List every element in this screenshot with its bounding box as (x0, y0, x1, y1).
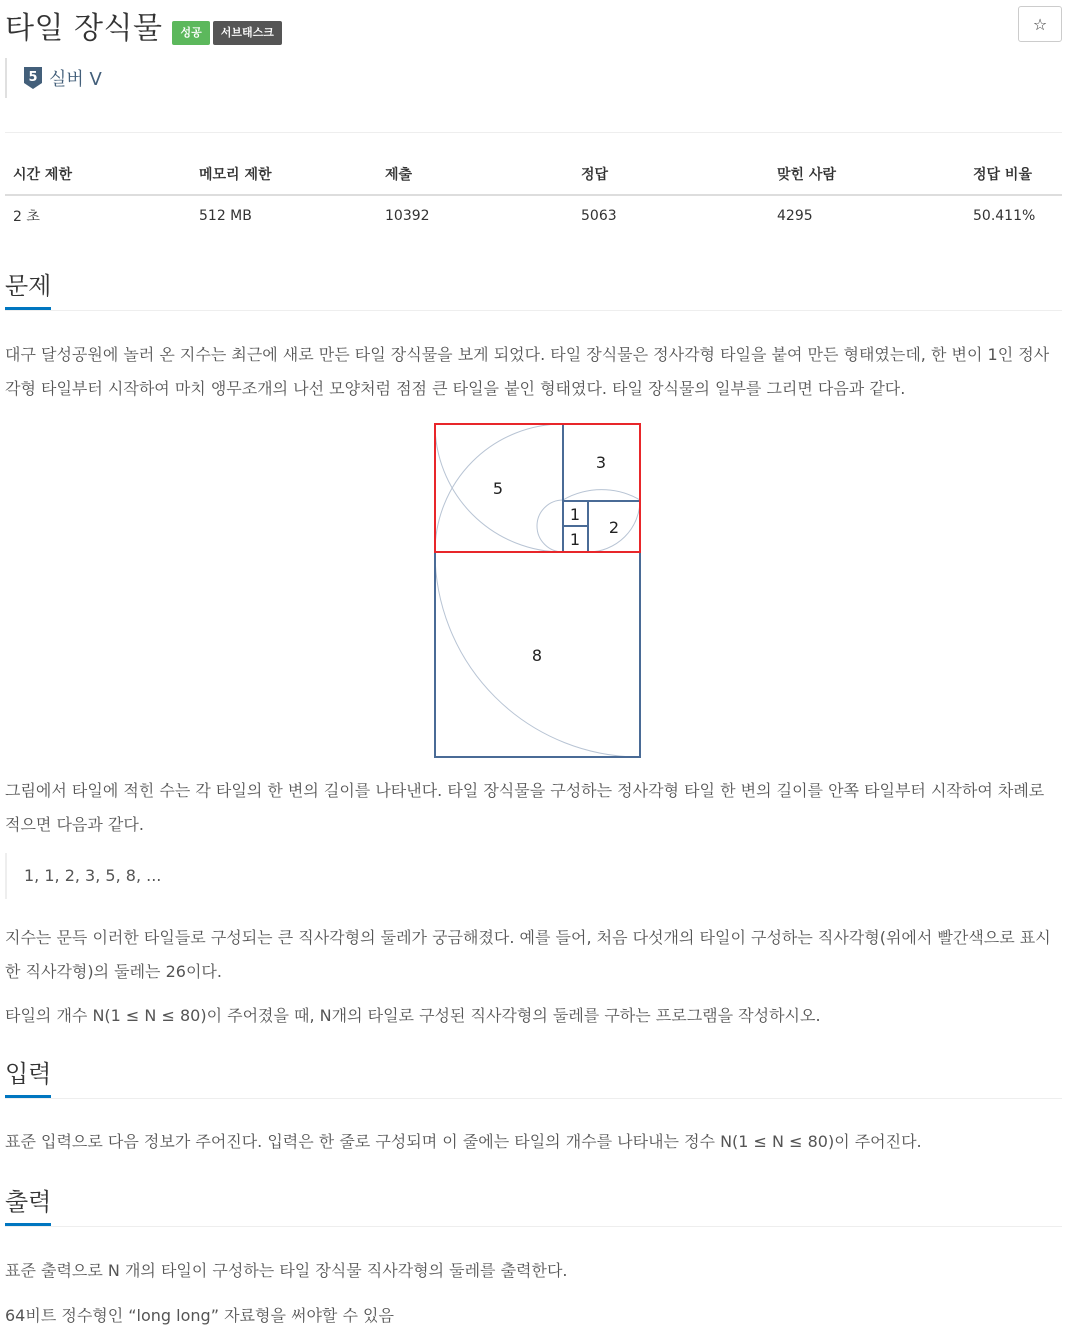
sequence-blockquote: 1, 1, 2, 3, 5, 8, ... (5, 853, 1045, 899)
stats-header-row (5, 154, 1062, 195)
stats-header-memory: 메모리 제한 (191, 154, 377, 195)
problem-paragraph-2: 그림에서 타일에 적힌 수는 각 타일의 한 변의 길이를 나타낸다. 타일 장식물을 구성하는 정사각형 타일 한 변의 길이를 안쪽 타일부터 시작하여 차례로 적으면 다음과 같다. (5, 781, 1045, 834)
output-paragraph-1: 표준 출력으로 N 개의 타일이 구성하는 타일 장식물 직사각형의 둘레를 출력한다. (5, 1261, 568, 1280)
spiral-arc-3 (563, 490, 640, 500)
star-icon: ☆ (1032, 14, 1048, 34)
success-badge: 성공 (172, 21, 209, 45)
tile-label-1-top: 1 (569, 505, 581, 524)
tier-level: 5 (28, 70, 38, 85)
stats-memory-value: 512 MB (199, 208, 252, 224)
problem-paragraph-4: 타일의 개수 N(1 ≤ N ≤ 80)이 주어졌을 때, N개의 타일로 구성된 직사각형의 둘레를 구하는 프로그램을 작성하시오. (5, 1006, 821, 1025)
tier-badge-icon (23, 66, 43, 90)
divider (5, 132, 1062, 133)
tile-label-2: 2 (608, 518, 620, 537)
favorite-button[interactable] (1018, 6, 1062, 42)
stats-header-accepted: 정답 (573, 154, 769, 195)
stats-ratio-value: 50.411% (973, 208, 1036, 224)
spiral-curve (435, 424, 640, 757)
tier-info (5, 58, 102, 98)
spiral-arc-2 (537, 500, 563, 552)
problem-paragraph-1: 대구 달성공원에 놀러 온 지수는 최근에 새로 만든 타일 장식물을 보게 되었다. 타일 장식물은 정사각형 타일을 붙여 만든 형태였는데, 한 변이 1인 정사각형 타일부터 시작하여 마치 앵무조개의 나선 모양처럼 점점 큰 타일을 붙인 형태였다. 타일 장식물의 일부를 그리면 다음과 같다. (5, 345, 1050, 398)
tile-label-1-bottom: 1 (569, 530, 581, 549)
stats-header-time: 시간 제한 (5, 154, 191, 195)
problem-stats-table (5, 154, 1062, 236)
stats-header-solved: 맞힌 사람 (769, 154, 965, 195)
input-paragraph: 표준 입력으로 다음 정보가 주어진다. 입력은 한 줄로 구성되며 이 줄에는 타일의 개수를 나타내는 정수 N(1 ≤ N ≤ 80)이 주어진다. (5, 1132, 922, 1151)
output-paragraph-2: 64비트 정수형인 “long long” 자료형을 써야할 수 있음 (5, 1306, 394, 1325)
stats-header-ratio: 정답 비율 (965, 154, 1062, 195)
output-section-header (5, 1186, 1062, 1227)
stats-header-submit: 제출 (377, 154, 573, 195)
subtask-badge: 서브태스크 (213, 21, 282, 45)
tile-figure (429, 418, 645, 762)
stats-accepted-value: 5063 (581, 208, 617, 224)
tile-label-5: 5 (492, 479, 504, 498)
tile-labels (493, 453, 619, 665)
input-section-header (5, 1058, 1062, 1099)
stats-value-row (5, 195, 1062, 236)
stats-submit-value: 10392 (385, 208, 430, 224)
tile-label-3: 3 (595, 453, 607, 472)
problem-title: 타일 장식물 (5, 11, 163, 46)
tile-squares (435, 424, 640, 757)
title-row (5, 6, 282, 52)
stats-solved-value: 4295 (777, 208, 813, 224)
tile-label-8: 8 (531, 646, 543, 665)
input-heading: 입력 (5, 1058, 51, 1098)
problem-section-header (5, 270, 1062, 311)
problem-paragraph-3: 지수는 문득 이러한 타일들로 구성되는 큰 직사각형의 둘레가 궁금해졌다. 예를 들어, 처음 다섯개의 타일이 구성하는 직사각형(위에서 빨간색으로 표시한 직사각형)의 둘레는 26이다. (5, 928, 1051, 981)
tier-name: 실버 V (49, 69, 102, 90)
problem-heading: 문제 (5, 270, 51, 310)
output-heading: 출력 (5, 1186, 51, 1226)
stats-time-value: 2 초 (13, 209, 40, 225)
